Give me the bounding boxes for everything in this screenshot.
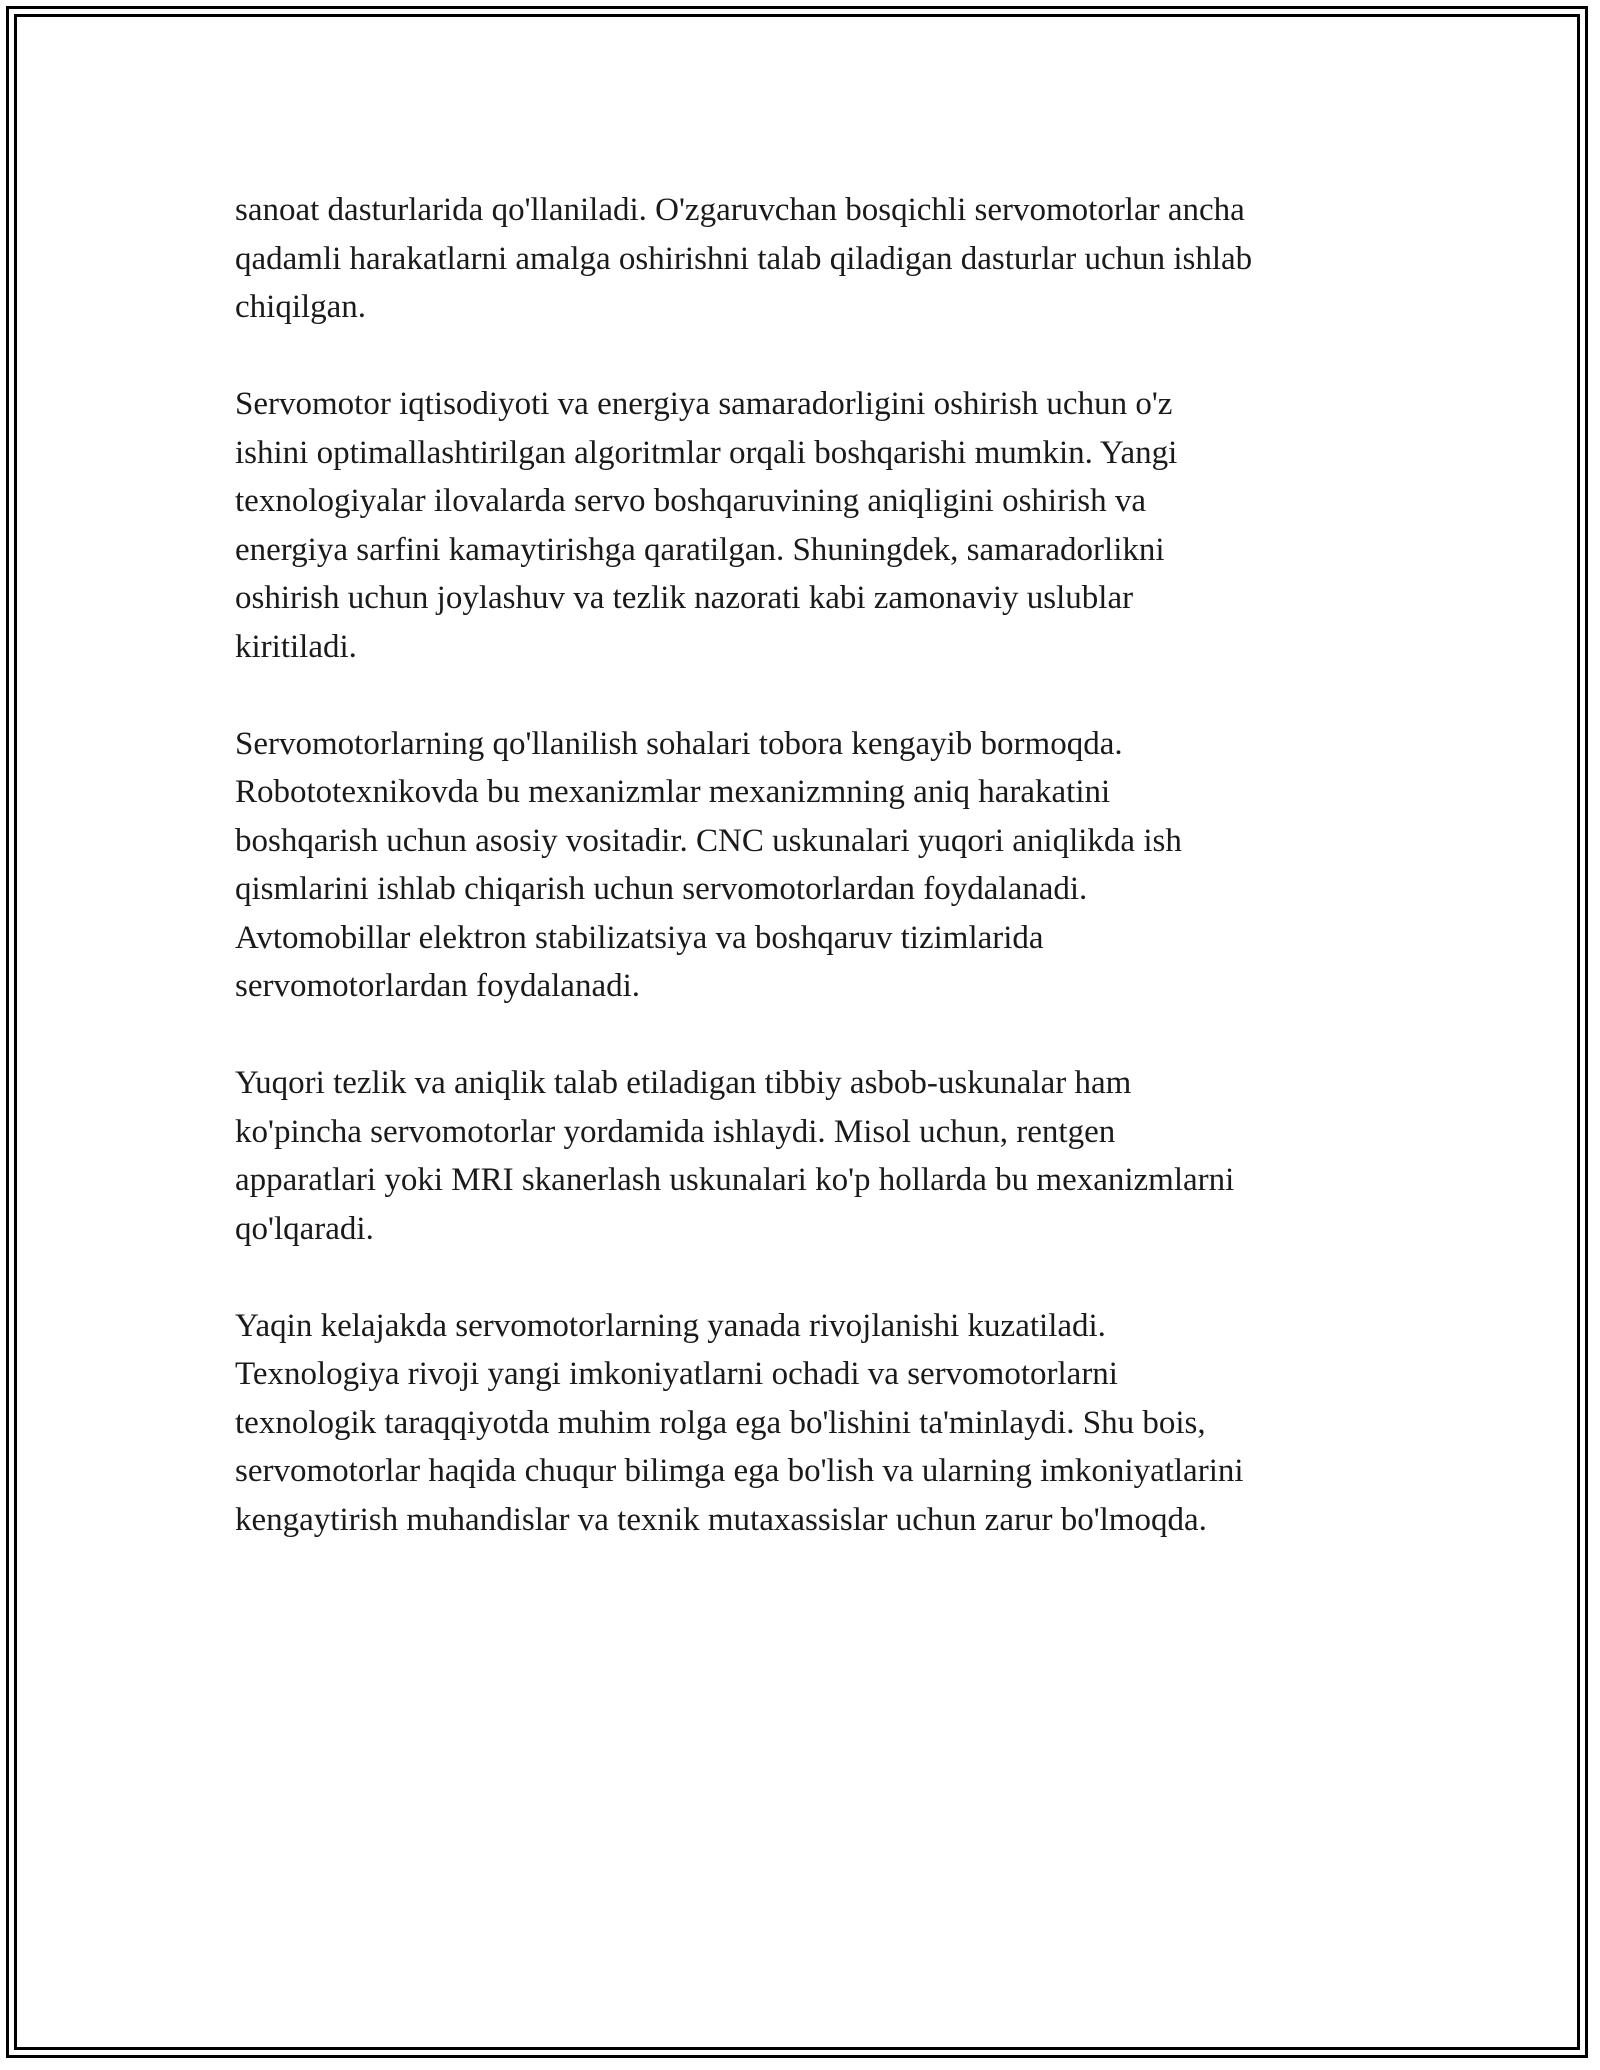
paragraph-1: sanoat dasturlarida qo'llaniladi. O'zgaruvchan bosqichli servomotorlar ancha qadamli harakatlarni amalga oshirishni talab qiladigan dasturlar uchun ishlab chiqilgan. [235, 192, 1253, 325]
paragraph-5: Yaqin kelajakda servomotorlarning yanada rivojlanishi kuzatiladi. Texnologiya rivoji yangi imkoniyatlarni ochadi va servomotorlarni texnologik taraqqiyotda muhim rolga ega bo'lishini ta'minlaydi. Shu bois, servomotorlar haqida chuqur bilimga ega bo'lish va ularning imkoniyatlarini kengaytirish muhandislar va texnik mutaxassislar uchun zarur bo'lmoqda. [235, 1307, 1244, 1538]
paragraph-4: Yuqori tezlik va aniqlik talab etiladigan tibbiy asbob-uskunalar ham ko'pincha servomotorlar yordamida ishlaydi. Misol uchun, rentgen apparatlari yoki MRI skanerlash uskunalari ko'p hollarda bu mexanizmlarni qo'lqaradi. [235, 1065, 1235, 1247]
paragraph-2: Servomotor iqtisodiyoti va energiya samaradorligini oshirish uchun o'z ishini optimallashtirilgan algoritmlar orqali boshqarishi mumkin. Yangi texnologiyalar ilovalarda servo boshqaruvining aniqligini oshirish va energiya sarfini kamaytirishga qaratilgan. Shuningdek, samaradorlikni oshirish uchun joylashuv va tezlik nazorati kabi zamonaviy uslublar kiritiladi. [235, 386, 1178, 665]
paragraph-3: Servomotorlarning qo'llanilish sohalari tobora kengayib bormoqda. Robototexnikovda bu mexanizmlar mexanizmning aniq harakatini boshqarish uchun asosiy vositadir. CNC uskunalari yuqori aniqlikda ish qismlarini ishlab chiqarish uchun servomotorlardan foydalanadi. Avtomobillar elektron stabilizatsiya va boshqaruv tizimlarida servomotorlardan foydalanadi. [235, 725, 1182, 1004]
document-body [235, 186, 1375, 1544]
